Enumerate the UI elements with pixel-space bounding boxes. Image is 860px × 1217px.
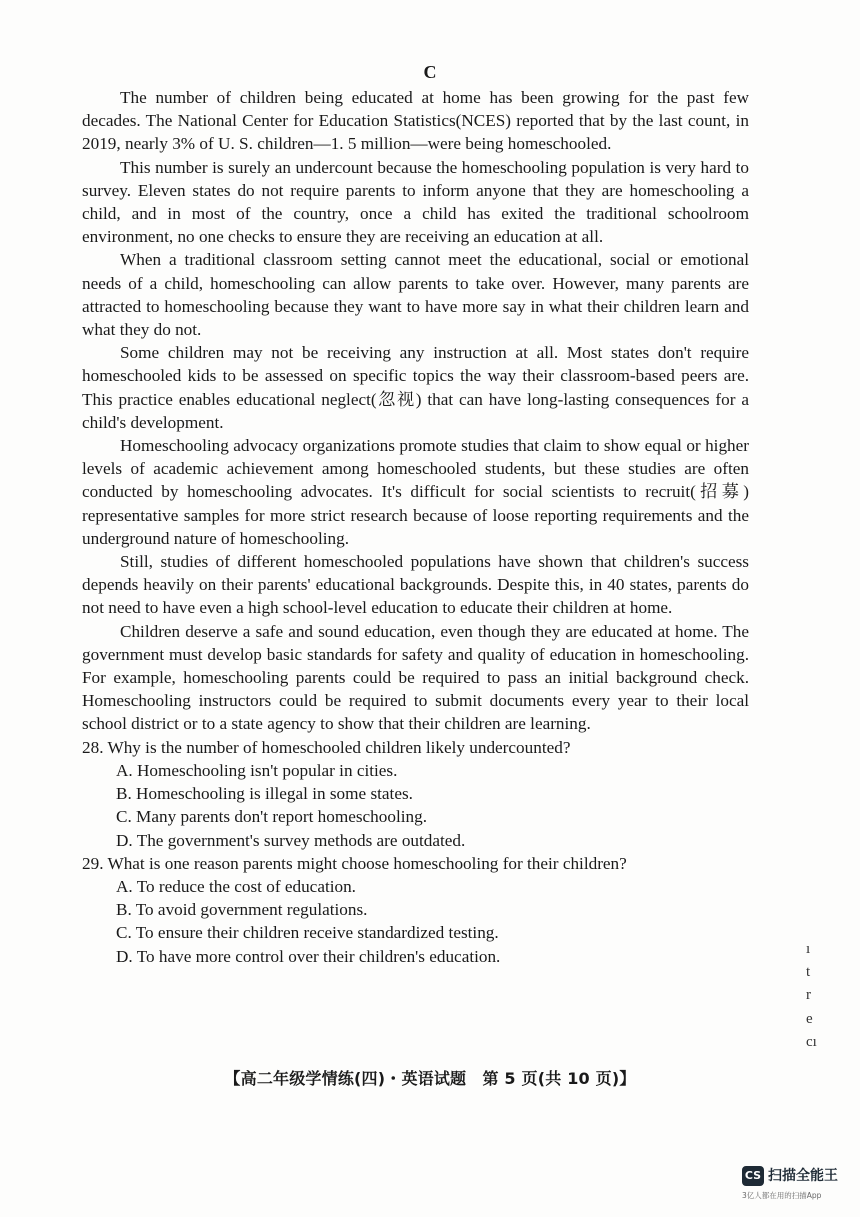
watermark-name: 扫描全能王 (768, 1168, 838, 1184)
margin-char: cı (806, 1033, 817, 1050)
section-letter: C (423, 62, 437, 82)
margin-char: e (806, 1010, 813, 1027)
passage-body (82, 86, 749, 968)
page-footer: 【高二年级学情练(四)・英语试题 第 5 页(共 10 页)】 (224, 1069, 636, 1088)
option-c: C. To ensure their children receive standardized testing. (116, 923, 499, 943)
option-a: A. Homeschooling isn't popular in cities. (116, 760, 398, 780)
paragraph-7: Children deserve a safe and sound education, even though they are educated at home. The government must develop basic standards for safety and quality of education in homeschooling. For example, homeschooling parents could be required to pass an initial background check. Homeschooling instructors could be required to submit documents every year to their local school district or to a state agency to show that their children are learning. (82, 621, 749, 734)
margin-char: t (806, 964, 811, 981)
margin-char: ı (806, 941, 811, 957)
margin-char: r (806, 987, 811, 1004)
question-stem: 28. Why is the number of homeschooled children likely undercounted? (82, 737, 571, 757)
question-28 (82, 736, 749, 852)
paragraph-4: Some children may not be receiving any instruction at all. Most states don't require homeschooled kids to be assessed on specific topics the way their classroom-based peers are. This practice enables educational neglect(忽视) that can have long-lasting consequences for a child's development. (82, 343, 749, 432)
paragraph-1: The number of children being educated at home has been growing for the past few decades. The National Center for Education Statistics(NCES) reported that by the last count, in 2019, nearly 3% of U. S. children—1. 5 million—were being homeschooled. (82, 88, 749, 154)
option-c: C. Many parents don't report homeschooling. (116, 807, 427, 827)
watermark-subtitle: 3亿人都在用的扫描App (742, 1191, 822, 1200)
question-stem: 29. What is one reason parents might choose homeschooling for their children? (82, 853, 627, 873)
option-d: D. To have more control over their children's education. (116, 946, 501, 966)
option-b: B. Homeschooling is illegal in some states. (116, 784, 413, 804)
paragraph-5: Homeschooling advocacy organizations promote studies that claim to show equal or higher levels of academic achievement among homeschooled students, but these studies are often conducted by homeschooling advocates. It's difficult for social scientists to recruit(招募) representative samples for more strict research because of loose reporting requirements and the underground nature of homeschooling. (82, 436, 749, 548)
option-a: A. To reduce the cost of education. (116, 876, 356, 896)
paragraph-3: When a traditional classroom setting cannot meet the educational, social or emotional needs of a child, homeschooling can allow parents to take over. However, many parents are attracted to homeschooling because they want to have more say in what their children learn and what they do not. (82, 250, 749, 340)
camscanner-logo-icon: CS (742, 1166, 764, 1186)
question-29 (82, 852, 749, 968)
paragraph-2: This number is surely an undercount because the homeschooling population is very hard to survey. Eleven states do not require parents to inform anyone that they are homeschooling a child, and in most of the country, once a child has exited the traditional schoolroom environment, no one checks to ensure they are receiving an education at all. (82, 157, 749, 247)
option-d: D. The government's survey methods are outdated. (116, 830, 466, 850)
option-b: B. To avoid government regulations. (116, 900, 368, 920)
paragraph-6: Still, studies of different homeschooled populations have shown that children's success depends heavily on their parents' educational backgrounds. Despite this, in 40 states, parents do not need to have even a high school-level education to educate their children at home. (82, 552, 749, 618)
scanner-watermark (742, 1166, 852, 1210)
margin-fragments (806, 938, 836, 1054)
